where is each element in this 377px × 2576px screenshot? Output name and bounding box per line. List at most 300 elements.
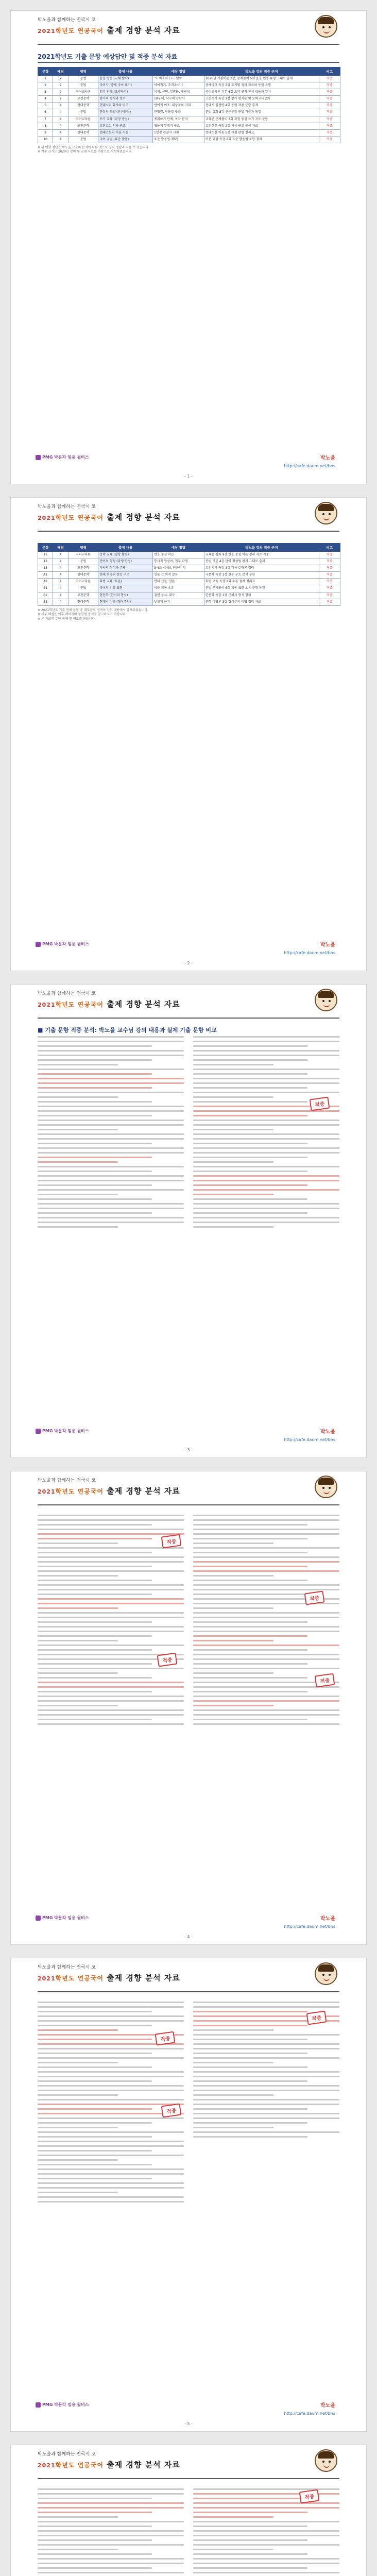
text-line — [193, 1115, 307, 1116]
text-line — [38, 1640, 118, 1641]
table-cell-area: 고전문학 — [68, 123, 98, 129]
text-line — [193, 2071, 339, 2073]
text-line — [38, 2002, 184, 2003]
text-line — [193, 2104, 339, 2105]
text-line — [38, 1645, 184, 1646]
text-line — [38, 2549, 118, 2550]
table-cell-pts: 2 — [53, 96, 68, 103]
table-row — [38, 109, 340, 116]
text-line — [38, 1217, 184, 1218]
text-line — [38, 2558, 184, 2560]
text-line — [193, 1059, 307, 1061]
table-cell-flag: 적중 — [319, 572, 340, 579]
table-cell-q: B3 — [38, 599, 53, 605]
page-header — [11, 498, 366, 536]
title-year: 2021 — [38, 2462, 56, 2469]
column-header: 출제 내용 — [98, 544, 153, 552]
text-line — [38, 1598, 184, 1600]
table-cell-area: 문법 — [68, 558, 98, 565]
text-line — [193, 2099, 339, 2100]
table-cell-hit: 현대시 실전반 4회 동일 작품 문항 출제 — [204, 103, 319, 109]
table-cell-ans: 10구체, 낙구의 감탄사 — [153, 96, 204, 103]
table-cell-flag: 적중 — [319, 136, 340, 143]
text-line — [38, 1064, 118, 1065]
column-header: 비고 — [319, 67, 340, 76]
table-cell-q: 5 — [38, 103, 53, 109]
text-line — [193, 2090, 339, 2091]
text-line — [193, 1110, 339, 1112]
table-cell-content: 고전소설 서사 구조 — [98, 123, 153, 129]
table-cell-hit: 문법 기본 4강 단어 형성법 판서 그대로 출제 — [204, 558, 319, 565]
hit-stamp: 적중 — [157, 1653, 177, 1667]
table-cell-flag: 적중 — [319, 599, 340, 605]
text-line — [193, 1570, 339, 1572]
table-cell-content: 가사의 형식과 주제 — [98, 565, 153, 572]
text-line — [38, 2488, 184, 2490]
text-line — [193, 2117, 339, 2119]
note-line: ※ 2021학년도 기출 전체 문항 중 대부분의 영역이 강의 내용에서 출제되었습니다. — [38, 608, 149, 612]
text-line — [38, 1714, 184, 1716]
table-cell-ans: 반어적 어조, 대상과의 거리 — [153, 103, 204, 109]
text-line — [38, 2025, 152, 2026]
text-line — [193, 1561, 339, 1563]
table-cell-content: 현대시의 화자와 어조 — [98, 103, 153, 109]
text-line — [38, 1180, 184, 1181]
logo-text: PMG 박문각 임용 윌비스 — [42, 2402, 89, 2407]
text-line — [193, 1124, 339, 1126]
text-line — [193, 2048, 339, 2049]
text-line — [38, 1547, 184, 1549]
title-main: 출제 경향 분석 자료 — [107, 26, 180, 35]
text-line — [193, 1161, 273, 1163]
signature — [320, 2401, 335, 2409]
text-line — [38, 2187, 184, 2189]
text-line — [193, 2539, 307, 2541]
cafe-url[interactable]: http://cafe.daum.net/bns — [284, 951, 335, 955]
text-line — [38, 1087, 152, 1089]
table-cell-area: 문법 — [68, 82, 98, 89]
table-row — [38, 136, 340, 143]
text-line — [38, 1626, 184, 1628]
table-cell-hit: 중세국어 특강 3강 표기법 정리 자료와 동일 유형 — [204, 82, 319, 89]
title-subject: 학년도 연공국어 — [55, 514, 104, 521]
teacher-avatar-icon — [315, 989, 337, 1011]
text-line — [38, 2516, 118, 2518]
page-number: - 5 - — [184, 2421, 193, 2426]
table-cell-q: 2 — [38, 82, 53, 89]
text-line — [38, 1157, 152, 1158]
text-line — [193, 1092, 339, 1093]
text-line — [38, 2053, 152, 2054]
text-line — [38, 2145, 184, 2147]
text-line — [38, 1631, 184, 1632]
table-cell-hit: 문법 심화 8강 안은문장 판별 기준과 동일 — [204, 109, 319, 116]
table-row — [38, 572, 340, 579]
note-line: ※ 적중 근거는 2020년 강의 및 교재 자료를 바탕으로 작성하였습니다. — [38, 150, 133, 154]
table-cell-q: A2 — [38, 579, 53, 585]
table-body — [38, 76, 340, 143]
table-cell-q: 3 — [38, 89, 53, 96]
text-line — [193, 1658, 339, 1660]
text-line — [38, 1078, 184, 1079]
table-cell-area: 고전문학 — [68, 96, 98, 103]
text-line — [38, 1147, 184, 1149]
page-1 — [10, 10, 367, 484]
right-column — [193, 2002, 339, 2385]
text-line — [193, 1552, 307, 1553]
text-line — [193, 2535, 339, 2536]
two-column-body — [38, 1036, 339, 1411]
table-cell-ans: 영웅의 일대기 구조 — [153, 123, 204, 129]
table-row — [38, 599, 340, 605]
text-line — [193, 2507, 339, 2509]
text-line — [193, 1096, 273, 1098]
table-cell-pts: 4 — [53, 558, 68, 565]
two-column-body — [38, 1515, 339, 1898]
table-cell-area: 국어교육론 — [68, 89, 98, 96]
text-line — [193, 1184, 307, 1186]
table-cell-content: 현대 희곡의 갈등 구조 — [98, 572, 153, 579]
page-footer — [11, 1416, 366, 1458]
page-header — [11, 1958, 366, 1996]
text-line — [38, 1709, 184, 1711]
table-cell-pts: 4 — [53, 109, 68, 116]
note-line: ※ 본 자료의 무단 복제 및 배포를 금합니다. — [38, 617, 96, 621]
text-line — [193, 1677, 307, 1679]
text-line — [193, 2094, 273, 2096]
publisher-logo — [36, 1428, 89, 1434]
page-footer — [11, 443, 366, 484]
signature-name: 박노을 — [320, 942, 335, 948]
table-cell-q: 8 — [38, 123, 53, 129]
text-line — [193, 2011, 307, 2012]
text-line — [38, 1672, 118, 1674]
title-subject: 학년도 연공국어 — [55, 2462, 104, 2469]
table-notes — [38, 608, 339, 621]
section-title: ■ 기출 문항 적중 분석: 박노을 교수님 강의 내용과 실제 기출 문항 비교 — [38, 1027, 217, 1033]
text-line — [38, 2178, 152, 2179]
text-line — [193, 2057, 339, 2059]
text-line — [193, 2558, 339, 2560]
column-header: 배점 — [53, 67, 68, 76]
text-line — [38, 1124, 184, 1126]
table-cell-area: 국어교육론 — [68, 579, 98, 585]
text-line — [193, 1120, 339, 1121]
column-header: 문항 — [38, 67, 53, 76]
table-cell-ans: 계획하기 단계, 독자 분석 — [153, 116, 204, 123]
text-line — [38, 1082, 184, 1084]
series-label: 박노을과 함께하는 전국시 코 — [38, 1965, 96, 1970]
table-cell-flag: 적중 — [319, 96, 340, 103]
signature — [320, 940, 335, 948]
text-line — [38, 2512, 152, 2513]
text-line — [38, 2117, 184, 2119]
signature — [320, 453, 335, 461]
text-line — [38, 2572, 184, 2573]
text-line — [193, 1547, 339, 1549]
table-cell-content: 단어의 형성 (파생·합성) — [98, 558, 153, 565]
text-line — [38, 2048, 184, 2049]
logo-text: PMG 박문각 임용 윌비스 — [42, 1916, 89, 1920]
text-line — [38, 1041, 184, 1042]
title-year: 2021 — [38, 28, 56, 35]
text-line — [38, 1166, 184, 1167]
text-line — [38, 1529, 184, 1530]
series-label: 박노을과 함께하는 전국시 코 — [38, 1478, 96, 1483]
hit-stamp: 적중 — [155, 2031, 175, 2046]
text-line — [38, 1533, 184, 1535]
table-cell-hit: 고전시가 특강 1강 향가 형식론 및 모의고사 2회 — [204, 96, 319, 103]
text-line — [38, 1110, 184, 1112]
table-row — [38, 565, 340, 572]
text-line — [38, 1092, 184, 1093]
text-line — [38, 2136, 152, 2138]
table-cell-q: 1 — [38, 76, 53, 82]
text-line — [38, 2006, 184, 2008]
hit-stamp: 적중 — [314, 1673, 335, 1688]
cafe-url[interactable]: http://cafe.daum.net/bns — [284, 1437, 335, 1442]
table-cell-ans: ㄱ: 비음화 / ㄴ: 탈락 — [153, 76, 204, 82]
table-cell-content: 국어 규범 (표준 발음) — [98, 136, 153, 143]
table-cell-area: 고전문학 — [68, 592, 98, 599]
signature-name: 박노을 — [320, 1429, 335, 1435]
text-line — [38, 2029, 118, 2031]
table-cell-hit: 어문 규범 특강 2회 표준 발음법 조항 정리 — [204, 136, 319, 143]
text-line — [38, 2164, 152, 2165]
text-line — [38, 1050, 184, 1052]
text-line — [38, 2015, 184, 2017]
table-cell-pts: 4 — [53, 116, 68, 123]
text-line — [38, 1561, 184, 1563]
text-line — [38, 2104, 184, 2105]
text-line — [193, 1566, 307, 1567]
text-line — [38, 1152, 184, 1154]
column-header: 영역 — [68, 67, 98, 76]
table-cell-flag: 적중 — [319, 558, 340, 565]
text-line — [38, 1069, 184, 1070]
text-line — [193, 1055, 339, 1056]
text-line — [38, 1045, 152, 1047]
text-line — [38, 2062, 118, 2063]
logo-text: PMG 박문각 임용 윌비스 — [42, 455, 89, 460]
text-line — [193, 2006, 339, 2008]
text-line — [193, 2512, 307, 2513]
text-line — [38, 1212, 152, 1214]
title-main: 출제 경향 분석 자료 — [107, 2460, 180, 2469]
text-line — [193, 1723, 339, 1725]
table-cell-content: 한문학 (한시의 형식) — [98, 592, 153, 599]
text-line — [38, 2544, 184, 2546]
table-cell-q: A1 — [38, 572, 53, 579]
text-line — [193, 1194, 273, 1195]
text-line — [38, 2020, 184, 2022]
teacher-avatar-icon — [315, 2449, 337, 2472]
text-line — [193, 1171, 307, 1172]
text-line — [193, 1672, 273, 1674]
text-line — [193, 1617, 339, 1618]
table-cell-q: 11 — [38, 552, 53, 558]
text-line — [193, 1133, 339, 1135]
text-line — [193, 1696, 339, 1697]
table-cell-pts: 4 — [53, 585, 68, 592]
table-row — [38, 96, 340, 103]
series-label: 박노을과 함께하는 전국시 코 — [38, 2452, 96, 2457]
hit-stamp: 적중 — [161, 1534, 181, 1549]
text-line — [38, 2502, 184, 2504]
text-line — [193, 2002, 339, 2003]
logo-icon — [36, 1916, 41, 1921]
cafe-url[interactable]: http://cafe.daum.net/bns — [284, 464, 335, 468]
table-row — [38, 558, 340, 565]
left-column — [38, 2488, 184, 2576]
table-cell-pts: 2 — [53, 89, 68, 96]
table-notes — [38, 146, 339, 155]
table-cell-ans: 표준 발음법 제5항 — [153, 136, 204, 143]
title-year: 2021 — [38, 515, 56, 521]
text-line — [38, 1194, 118, 1195]
table-header-row — [38, 544, 340, 552]
text-line — [193, 2034, 339, 2036]
table-cell-area: 문법 — [68, 585, 98, 592]
column-header: 예상 정답 — [153, 544, 204, 552]
text-line — [193, 2131, 339, 2133]
table-cell-area: 문법 — [68, 109, 98, 116]
note-line: ※ 위 예상 정답은 박노을 교수의 분석에 따른 것으로 공식 정답과 다를 수 있습니다. — [38, 145, 150, 149]
text-line — [38, 2127, 118, 2128]
header-rule — [38, 1018, 339, 1019]
text-line — [38, 2526, 152, 2527]
text-line — [193, 1626, 339, 1628]
header-rule — [38, 44, 339, 45]
page-header — [11, 2445, 366, 2483]
text-line — [38, 1143, 152, 1144]
text-line — [38, 2173, 184, 2175]
text-line — [193, 2567, 307, 2569]
table-cell-content: 문학 교육 (감상 활동) — [98, 552, 153, 558]
text-line — [193, 1101, 307, 1103]
table-cell-flag: 적중 — [319, 585, 340, 592]
text-line — [38, 1226, 118, 1228]
text-line — [38, 1161, 118, 1163]
text-line — [193, 1719, 307, 1720]
signature-name: 박노을 — [320, 1916, 335, 1922]
text-line — [38, 1696, 184, 1697]
text-line — [38, 1184, 152, 1186]
text-line — [193, 1073, 307, 1075]
table-row — [38, 579, 340, 585]
text-line — [193, 2043, 339, 2045]
column-header: 배점 — [53, 544, 68, 552]
table-cell-ans: 관형절, 인용절 구분 — [153, 109, 204, 116]
text-line — [193, 2108, 307, 2110]
text-line — [38, 1589, 184, 1590]
text-line — [193, 2113, 339, 2114]
text-line — [38, 2159, 118, 2161]
text-line — [193, 1198, 307, 1200]
table-cell-pts: 4 — [53, 129, 68, 136]
text-line — [38, 2085, 184, 2087]
table-cell-area: 국어교육론 — [68, 552, 98, 558]
text-line — [38, 1115, 152, 1116]
hit-stamp: 적중 — [309, 1097, 330, 1111]
table-cell-area: 문법 — [68, 136, 98, 143]
table-cell-ans: 이어적기, 주격조사 ㅣ — [153, 82, 204, 89]
text-line — [193, 1631, 339, 1632]
text-line — [193, 1645, 339, 1646]
text-line — [193, 1041, 339, 1042]
cafe-url[interactable]: http://cafe.daum.net/bns — [284, 2411, 335, 2416]
table-cell-q: 4 — [38, 96, 53, 103]
table-cell-q: B1 — [38, 585, 53, 592]
right-column — [193, 1036, 339, 1411]
text-line — [38, 1691, 152, 1692]
table-cell-pts: 4 — [53, 123, 68, 129]
table-cell-flag: 적중 — [319, 76, 340, 82]
table-cell-hit: 교육론 심화 9강 반응 중심 이론 정리 자료 적중 — [204, 552, 319, 558]
publisher-logo — [36, 1915, 89, 1921]
table-cell-hit: 문학 비평론 3강 형식주의 비평 정리 자료 — [204, 599, 319, 605]
text-line — [38, 1129, 118, 1130]
note-line: ※ 세부 해설은 이후 페이지의 문항별 분석을 참고하시기 바랍니다. — [38, 613, 127, 617]
column-header: 비고 — [319, 544, 340, 552]
text-line — [38, 1723, 184, 1725]
text-line — [193, 1208, 339, 1209]
text-line — [38, 1203, 184, 1205]
table-cell-q: B2 — [38, 592, 53, 599]
hit-stamp: 적중 — [161, 2104, 181, 2118]
text-line — [193, 1640, 273, 1641]
page-header — [11, 1471, 366, 1510]
table-cell-pts: 4 — [53, 136, 68, 143]
text-line — [38, 1515, 184, 1516]
analysis-table — [38, 67, 340, 143]
text-line — [193, 1147, 339, 1149]
column-header: 박노을 강의 적중 근거 — [204, 67, 319, 76]
text-line — [38, 2071, 184, 2073]
logo-icon — [36, 455, 41, 460]
text-line — [38, 2201, 184, 2202]
cafe-url[interactable]: http://cafe.daum.net/bns — [284, 1924, 335, 1929]
text-line — [193, 2498, 307, 2499]
table-row — [38, 116, 340, 123]
logo-text: PMG 박문각 임용 윌비스 — [42, 942, 89, 946]
text-line — [38, 1570, 184, 1572]
table-cell-q: 6 — [38, 109, 53, 116]
table-cell-ans: 낯설게 하기 — [153, 599, 204, 605]
text-line — [38, 1612, 184, 1614]
logo-text: PMG 박문각 임용 윌비스 — [42, 1429, 89, 1433]
text-line — [193, 1045, 307, 1047]
text-line — [38, 1584, 184, 1586]
table-cell-flag: 적중 — [319, 82, 340, 89]
table-cell-pts: 2 — [53, 82, 68, 89]
left-column — [38, 1036, 184, 1411]
table-cell-pts: 4 — [53, 572, 68, 579]
text-line — [38, 1189, 184, 1191]
table-cell-pts: 4 — [53, 552, 68, 558]
text-line — [193, 2025, 307, 2026]
text-line — [193, 1556, 339, 1558]
text-line — [193, 1036, 339, 1038]
table-cell-ans: 삭제, 선택, 일반화, 재구성 — [153, 89, 204, 96]
text-line — [38, 1543, 118, 1544]
text-line — [193, 2062, 273, 2063]
text-line — [38, 1594, 152, 1595]
table-cell-content: 현대시 비평 (형식주의) — [98, 599, 153, 605]
text-line — [193, 1157, 307, 1158]
table-cell-content: 음운 변동 (교체·탈락) — [98, 76, 153, 82]
text-line — [38, 1175, 184, 1177]
